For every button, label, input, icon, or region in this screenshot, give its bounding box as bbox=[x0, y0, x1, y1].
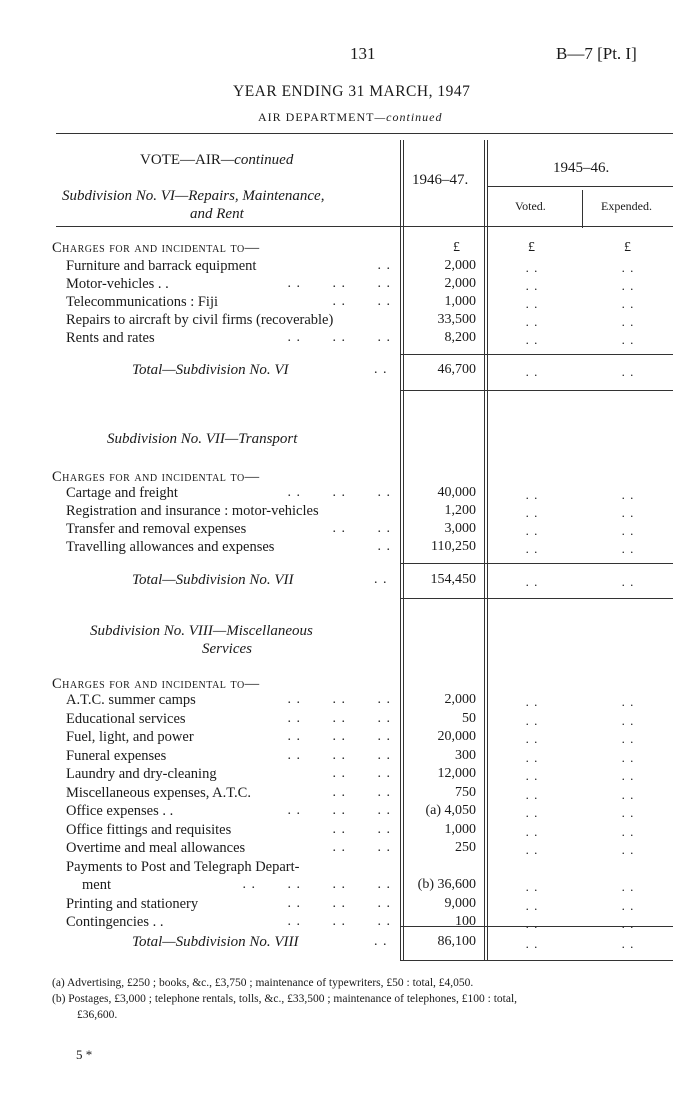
line-item-amount: 3,000 bbox=[444, 521, 476, 536]
header-rule-1945 bbox=[487, 186, 673, 187]
page-footer-mark: 5 * bbox=[76, 1047, 93, 1062]
section-ref: B—7 [Pt. I] bbox=[556, 44, 637, 63]
column-rule-mid bbox=[484, 140, 485, 960]
line-item-expended: . . bbox=[621, 694, 635, 709]
leader-dots: . . . . bbox=[332, 784, 391, 800]
department-continued: —continued bbox=[374, 110, 443, 124]
leader-dots: . . . . . . bbox=[287, 895, 391, 911]
line-item-voted: . . bbox=[525, 541, 539, 556]
subdivision-vii-title: Subdivision No. VII—Transport bbox=[107, 431, 298, 447]
currency-expended: £ bbox=[624, 240, 631, 255]
line-item-voted: . . bbox=[525, 805, 539, 820]
line-item-expended: . . bbox=[621, 897, 635, 913]
line-item-voted: . . bbox=[525, 786, 539, 802]
table-bottom-rule bbox=[400, 960, 673, 961]
line-item-expended: . . bbox=[621, 823, 635, 839]
vote-title-main: VOTE—AIR bbox=[140, 152, 221, 168]
leader-dots: . . . . . . bbox=[287, 276, 391, 291]
line-item-amount: (b) 36,600 bbox=[417, 877, 476, 892]
leader-dots: . . . . bbox=[332, 294, 391, 309]
line-item-voted: . . bbox=[525, 842, 539, 857]
line-item-label: Repairs to aircraft by civil firms (recoverable) bbox=[66, 312, 334, 328]
line-item-voted: . . bbox=[525, 768, 539, 783]
line-item-amount: 2,000 bbox=[444, 692, 476, 707]
leader-dots: . . . . bbox=[332, 840, 391, 855]
line-item-voted: . . bbox=[525, 314, 539, 329]
subdivision-vii-total-rule-top bbox=[400, 563, 673, 564]
subdivision-vii-total-amount: 154,450 bbox=[430, 572, 476, 587]
line-item-amount: 1,000 bbox=[444, 821, 476, 837]
line-item-voted: . . bbox=[525, 505, 539, 520]
subdivision-vi-total-dots: . . bbox=[374, 362, 388, 377]
subdivision-vii-total-expended: . . bbox=[621, 574, 635, 589]
header-bottom-rule bbox=[56, 226, 673, 227]
line-item-voted: . . bbox=[525, 694, 539, 709]
line-item-label: Educational services bbox=[66, 710, 186, 727]
line-item-label: A.T.C. summer camps bbox=[66, 692, 196, 708]
column-header-voted: Voted. bbox=[515, 199, 546, 213]
line-item-voted: . . bbox=[525, 879, 539, 894]
leader-dots: . . . . . . . . bbox=[242, 877, 391, 892]
line-item-amount: 110,250 bbox=[431, 539, 476, 554]
leader-dots: . . . . . . bbox=[287, 330, 391, 345]
subdivision-vi-total-expended: . . bbox=[621, 364, 635, 379]
subdivision-vi-total-rule-top bbox=[400, 354, 673, 355]
line-item-amount: 8,200 bbox=[444, 330, 476, 345]
subdivision-vi-total-amount: 46,700 bbox=[437, 362, 476, 377]
footnote-b-line1: (b) Postages, £3,000 ; telephone rentals, tolls, &c., £33,500 ; maintenance of telephones, £100 : total, bbox=[52, 993, 518, 1005]
leader-dots: . . . . . . bbox=[287, 803, 391, 818]
line-item-amount: (a) 4,050 bbox=[425, 803, 476, 818]
line-item-expended: . . bbox=[621, 805, 635, 820]
line-item-expended: . . bbox=[621, 523, 635, 538]
line-item-label: Printing and stationery bbox=[66, 895, 199, 912]
column-rule-voted-expended bbox=[582, 190, 583, 228]
subdivision-viii-total-rule-top bbox=[400, 926, 673, 927]
subdivision-viii-charges-heading: Charges for and incidental to— bbox=[52, 676, 260, 692]
line-item-amount: 100 bbox=[455, 914, 476, 929]
line-item-voted: . . bbox=[525, 296, 539, 311]
line-item-expended: . . bbox=[621, 260, 635, 275]
vote-title-continued: —continued bbox=[220, 152, 294, 168]
subdivision-vi-charges-heading: Charges for and incidental to— bbox=[52, 240, 260, 256]
line-item-expended: . . bbox=[621, 712, 635, 728]
line-item-expended: . . bbox=[621, 541, 635, 556]
leader-dots: . . . . . . bbox=[287, 729, 391, 744]
line-item-amount: 2,000 bbox=[444, 258, 476, 273]
line-item-amount: 300 bbox=[455, 747, 476, 763]
line-item-amount: 9,000 bbox=[444, 895, 476, 911]
footnote-a: (a) Advertising, £250 ; books, &c., £3,750 ; maintenance of typewriters, £50 : total, £4,050. bbox=[52, 977, 474, 989]
line-item-expended: . . bbox=[621, 332, 635, 347]
line-item-voted: . . bbox=[525, 897, 539, 913]
line-item-label: Contingencies . . bbox=[66, 914, 164, 930]
line-item-amount: 1,200 bbox=[444, 503, 476, 518]
line-item-label: Cartage and freight bbox=[66, 485, 178, 501]
line-item-amount: 12,000 bbox=[437, 766, 476, 781]
subdivision-vi-total-label: Total—Subdivision No. VI bbox=[132, 362, 289, 378]
line-item-label: Registration and insurance : motor-vehicles bbox=[66, 503, 319, 519]
page-number: 131 bbox=[350, 44, 376, 63]
line-item-expended: . . bbox=[621, 296, 635, 311]
line-item-expended: . . bbox=[621, 879, 635, 894]
subdivision-viii-total-voted: . . bbox=[525, 936, 539, 951]
currency-voted: £ bbox=[528, 240, 535, 255]
line-item-label: Travelling allowances and expenses bbox=[66, 539, 275, 555]
line-item-label: Funeral expenses bbox=[66, 747, 167, 764]
subdivision-viii-total-dots: . . bbox=[374, 934, 388, 949]
subdivision-viii-total-expended: . . bbox=[621, 936, 635, 951]
header-rule bbox=[56, 133, 673, 134]
line-item-voted: . . bbox=[525, 749, 539, 765]
line-item-voted: . . bbox=[525, 731, 539, 746]
line-item-label: Motor-vehicles . . bbox=[66, 276, 169, 292]
leader-dots: . . . . bbox=[332, 521, 391, 536]
line-item-voted: . . bbox=[525, 332, 539, 347]
line-item-expended: . . bbox=[621, 314, 635, 329]
line-item-voted: . . bbox=[525, 916, 539, 931]
leader-dots: . . . . . . bbox=[287, 710, 391, 726]
line-item-amount: 1,000 bbox=[444, 294, 476, 309]
leader-dots: . . . . . . bbox=[287, 914, 391, 929]
line-item-expended: . . bbox=[621, 278, 635, 293]
line-item-expended: . . bbox=[621, 749, 635, 765]
line-item-label: Fuel, light, and power bbox=[66, 729, 194, 745]
footnote-b-line2: £36,600. bbox=[77, 1009, 118, 1021]
line-item-label: Miscellaneous expenses, A.T.C. bbox=[66, 784, 251, 801]
subdivision-vii-total-dots: . . bbox=[374, 572, 388, 587]
line-item-expended: . . bbox=[621, 786, 635, 802]
line-item-expended: . . bbox=[621, 731, 635, 746]
year-title: YEAR ENDING 31 MARCH, 1947 bbox=[233, 83, 471, 100]
department-heading bbox=[258, 110, 443, 125]
line-item-voted: . . bbox=[525, 278, 539, 293]
line-item-voted: . . bbox=[525, 487, 539, 502]
vote-title bbox=[140, 152, 293, 169]
subdivision-vii-total-label: Total—Subdivision No. VII bbox=[132, 572, 294, 588]
department-name: AIR DEPARTMENT bbox=[258, 110, 375, 124]
line-item-label: Telecommunications : Fiji bbox=[66, 294, 219, 310]
leader-dots: . . . . . . bbox=[287, 747, 391, 763]
subdivision-viii-title-line1: Subdivision No. VIII—Miscellaneous bbox=[90, 623, 313, 639]
line-item-label: ment bbox=[82, 877, 111, 893]
subdivision-vi-title-line2: and Rent bbox=[190, 206, 244, 222]
leader-dots: . . . . bbox=[332, 821, 391, 837]
line-item-voted: . . bbox=[525, 260, 539, 275]
subdivision-viii-total-label: Total—Subdivision No. VIII bbox=[132, 934, 299, 950]
subdivision-vi-total-rule-bottom bbox=[400, 390, 673, 391]
subdivision-vii-total-voted: . . bbox=[525, 574, 539, 589]
line-item-voted: . . bbox=[525, 712, 539, 728]
leader-dots: . . bbox=[377, 539, 391, 554]
column-header-expended: Expended. bbox=[601, 199, 652, 213]
line-item-expended: . . bbox=[621, 487, 635, 502]
subdivision-viii-total-amount: 86,100 bbox=[437, 934, 476, 949]
line-item-voted: . . bbox=[525, 523, 539, 538]
line-item-label: Payments to Post and Telegraph Depart- bbox=[66, 858, 300, 875]
subdivision-vi-title-line1: Subdivision No. VI—Repairs, Maintenance, bbox=[62, 188, 325, 204]
line-item-amount: 20,000 bbox=[437, 729, 476, 744]
line-item-amount: 2,000 bbox=[444, 276, 476, 291]
subdivision-viii-title-line2: Services bbox=[202, 641, 252, 657]
line-item-voted: . . bbox=[525, 823, 539, 839]
line-item-amount: 33,500 bbox=[437, 312, 476, 327]
leader-dots: . . . . . . bbox=[287, 692, 391, 707]
leader-dots: . . . . bbox=[332, 766, 391, 781]
line-item-amount: 750 bbox=[455, 784, 476, 800]
subdivision-vi-total-voted: . . bbox=[525, 364, 539, 379]
line-item-label: Laundry and dry-cleaning bbox=[66, 766, 217, 782]
subdivision-vii-total-rule-bottom bbox=[400, 598, 673, 599]
line-item-label: Furniture and barrack equipment bbox=[66, 258, 257, 274]
line-item-amount: 40,000 bbox=[437, 485, 476, 500]
column-rule-mid-inner bbox=[487, 140, 488, 960]
currency-1946: £ bbox=[453, 240, 460, 255]
line-item-label: Overtime and meal allowances bbox=[66, 840, 246, 856]
column-header-1946: 1946–47. bbox=[412, 172, 469, 188]
leader-dots: . . bbox=[377, 258, 391, 273]
line-item-expended: . . bbox=[621, 916, 635, 931]
line-item-label: Transfer and removal expenses bbox=[66, 521, 247, 537]
column-header-1945: 1945–46. bbox=[553, 160, 610, 176]
line-item-amount: 50 bbox=[462, 710, 476, 726]
line-item-label: Office expenses . . bbox=[66, 803, 174, 819]
line-item-expended: . . bbox=[621, 842, 635, 857]
line-item-amount: 250 bbox=[455, 840, 476, 855]
line-item-expended: . . bbox=[621, 768, 635, 783]
leader-dots: . . . . . . bbox=[287, 485, 391, 500]
line-item-label: Rents and rates bbox=[66, 330, 155, 346]
line-item-expended: . . bbox=[621, 505, 635, 520]
subdivision-vii-charges-heading: Charges for and incidental to— bbox=[52, 469, 260, 485]
line-item-label: Office fittings and requisites bbox=[66, 821, 232, 838]
